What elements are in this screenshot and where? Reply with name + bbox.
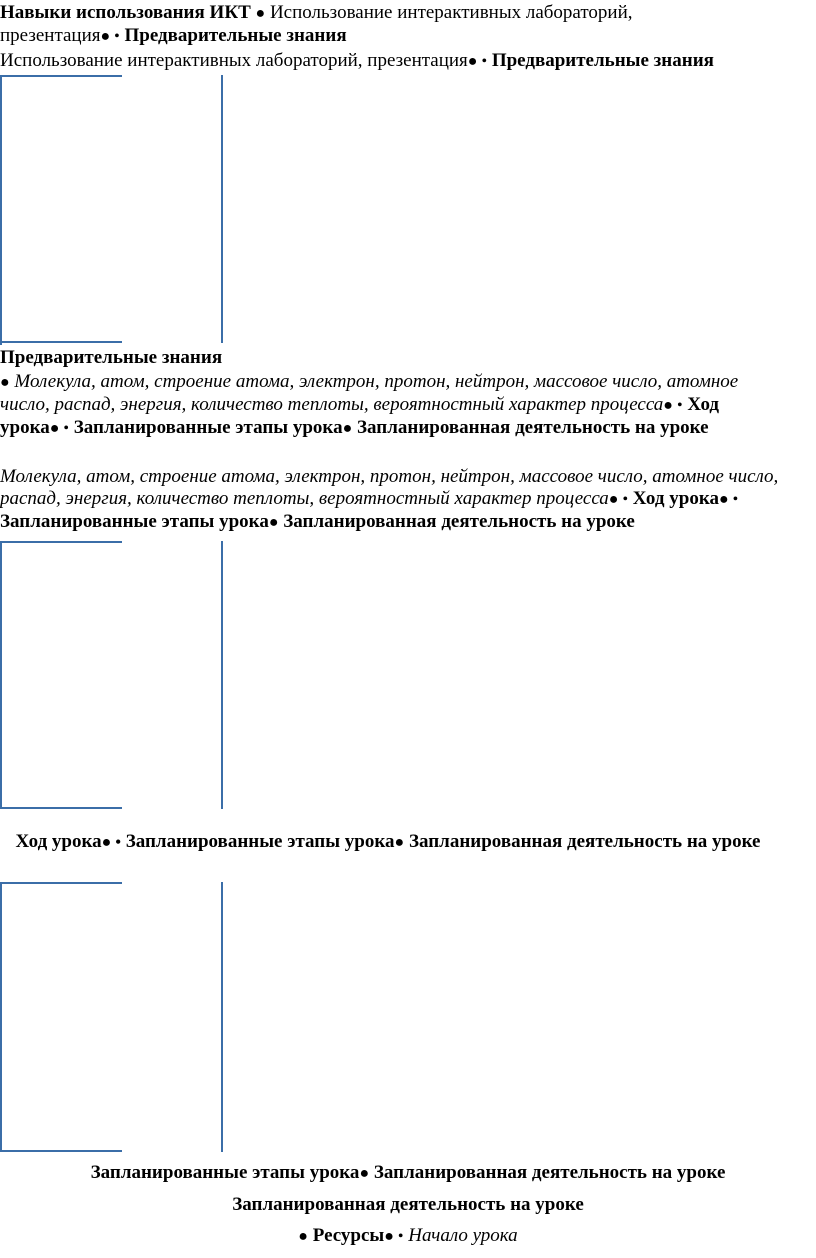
bullet-icon: ● •	[608, 491, 629, 508]
frame-bottom-line	[0, 807, 122, 809]
resources-label: Ресурсы	[307, 1225, 385, 1246]
bullet-icon: ●	[359, 1165, 370, 1182]
frame-left-line	[0, 541, 2, 809]
planned-stages-label: Запланированные этапы урока	[120, 831, 395, 852]
prior-knowledge-text: Молекула, атом, строение атома, электрон, протон, нейтрон, массовое число, атомное число, распад, энергия, количество теплоты, вероятностный характер процесса	[0, 371, 739, 415]
planned-stages-label: Запланированные этапы урока	[0, 511, 269, 532]
bullet-icon: ● •	[467, 53, 488, 70]
bullet-icon: ● •	[384, 1228, 404, 1245]
bullet-icon: ●	[255, 5, 266, 22]
bullet-icon: ● •	[718, 491, 739, 508]
planned-stages-heading	[0, 1162, 816, 1185]
frame-bottom-line	[0, 341, 122, 343]
frame-top-line	[0, 882, 122, 884]
lesson-progress-label: Ход урока	[628, 488, 719, 509]
ict-usage-text: Использование интерактивных лабораторий, презентация	[0, 50, 468, 71]
bullet-icon: ● •	[49, 420, 69, 437]
ict-skills-title: Навыки использования ИКТ	[0, 2, 251, 23]
frame-top-line	[0, 75, 122, 77]
bullet-icon: ● •	[663, 397, 683, 414]
bullet-icon: ●	[298, 1228, 308, 1245]
prior-knowledge-heading: Предварительные знания	[0, 347, 223, 368]
terms-text: Молекула, атом, строение атома, электрон, протон, нейтрон, массовое число, атомное число, распад, энергия, количество теплоты, вероятностный характер процесса	[0, 466, 779, 509]
lesson-progress-label: Ход урока	[0, 394, 720, 438]
bullet-icon: ●	[394, 834, 405, 851]
frame-right-line	[221, 75, 223, 343]
frame-right-line	[221, 541, 223, 809]
planned-stages-label: Запланированные этапы урока	[69, 417, 343, 438]
bullet-icon: ●	[268, 514, 279, 531]
frame-top-line	[0, 541, 122, 543]
prior-knowledge-block	[0, 371, 760, 440]
frame-left-line	[0, 75, 2, 345]
prior-knowledge-label: Предварительные знания	[119, 25, 347, 46]
bullet-icon: ● •	[101, 834, 121, 851]
bullet-icon: ●	[342, 420, 353, 437]
planned-activity-label: Запланированная деятельность на уроке	[352, 417, 709, 438]
heading-ict-skills	[0, 2, 720, 48]
prior-knowledge-label: Предварительные знания	[487, 50, 714, 71]
lesson-start-label: Начало урока	[403, 1225, 518, 1246]
frame-left-line	[0, 882, 2, 1152]
frame-right-line	[221, 882, 223, 1152]
planned-stages-label: Запланированные этапы урока	[90, 1162, 360, 1183]
lesson-progress-heading	[0, 831, 776, 854]
frame-bottom-line	[0, 1150, 122, 1152]
planned-activity-label: Запланированная деятельность на уроке	[404, 831, 761, 852]
planned-activity-heading: Запланированная деятельность на уроке	[232, 1194, 584, 1215]
planned-activity-label: Запланированная деятельность на уроке	[278, 511, 635, 532]
ict-skills-text: Использование интерактивных лабораторий, презентация	[0, 2, 633, 46]
lesson-progress-label: Ход урока	[15, 831, 102, 852]
planned-activity-label: Запланированная деятельность на уроке	[369, 1162, 726, 1183]
bullet-icon: ●	[0, 374, 10, 391]
resources-line	[0, 1225, 816, 1248]
ict-usage-line	[0, 50, 816, 73]
bullet-icon: ● •	[100, 28, 120, 45]
terms-block	[0, 466, 812, 534]
